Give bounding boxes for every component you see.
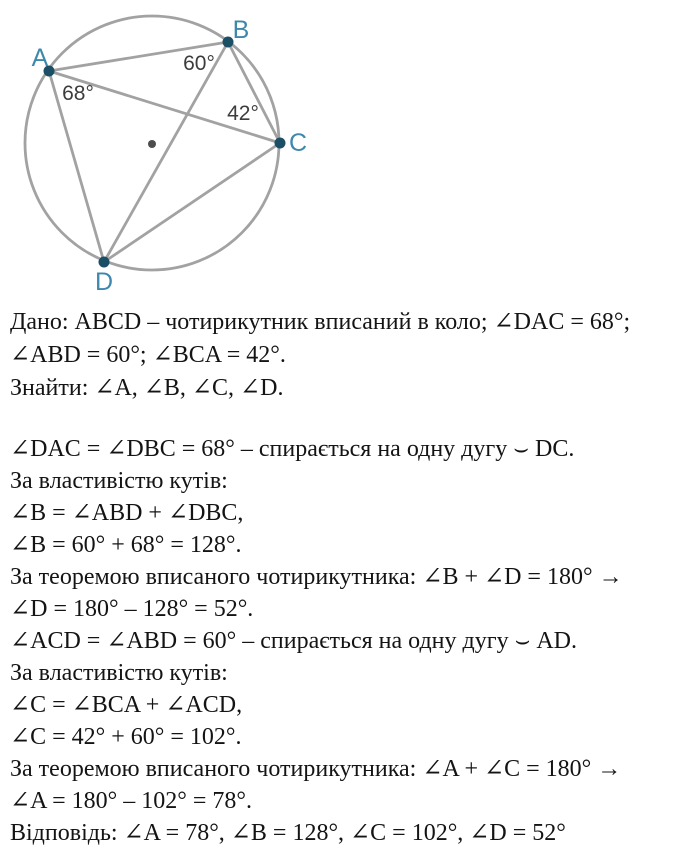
solution-line-3: ∠B = ∠ABD + ∠DBC, xyxy=(10,500,244,526)
solution-line-11: За теоремою вписаного чотирикутника: ∠A + ∠C = 180° → xyxy=(10,756,622,782)
given-line-2: ∠ABD = 60°; ∠BCA = 42°. xyxy=(10,342,286,368)
given-line-3: Знайти: ∠A, ∠B, ∠C, ∠D. xyxy=(10,375,284,401)
vertex-label-a: A xyxy=(31,44,49,72)
vertex-label-d: D xyxy=(94,268,114,296)
solution-line-8: За властивістю кутів: xyxy=(10,660,228,686)
side-cd xyxy=(104,143,280,262)
given-line-1: Дано: ABCD – чотирикутник вписаний в коло; ∠DAC = 68°; xyxy=(10,309,631,335)
solution-line-1: ∠DAC = ∠DBC = 68° – спирається на одну дугу ⌣ DC. xyxy=(10,436,575,462)
vertex-label-b: B xyxy=(232,16,250,44)
solution-line-4: ∠B = 60° + 68° = 128°. xyxy=(10,532,242,558)
angle-label-b: 60° xyxy=(183,52,215,75)
solution-line-6: ∠D = 180° – 128° = 52°. xyxy=(10,596,254,622)
solution-line-2: За властивістю кутів: xyxy=(10,468,228,494)
solution-line-7: ∠ACD = ∠ABD = 60° – спирається на одну дугу ⌣ AD. xyxy=(10,628,578,654)
given-block xyxy=(10,306,692,405)
vertex-label-c: C xyxy=(288,129,308,157)
vertex-dot-c xyxy=(275,138,286,149)
solution-line-5: За теоремою вписаного чотирикутника: ∠B + ∠D = 180° → xyxy=(10,564,623,590)
diagonal-bd xyxy=(104,42,228,262)
angle-label-c: 42° xyxy=(227,102,259,125)
center-dot xyxy=(148,140,156,148)
solution-line-12: ∠A = 180° – 102° = 78°. xyxy=(10,788,252,814)
solution-line-9: ∠C = ∠BCA + ∠ACD, xyxy=(10,692,243,718)
problem-text xyxy=(10,306,692,849)
circle-diagram xyxy=(0,0,335,302)
answer-line: Відповідь: ∠A = 78°, ∠B = 128°, ∠C = 102°, ∠D = 52° xyxy=(10,820,566,846)
angle-label-a: 68° xyxy=(62,82,94,105)
solution-block xyxy=(10,433,692,849)
solution-line-10: ∠C = 42° + 60° = 102°. xyxy=(10,724,242,750)
vertex-dot-d xyxy=(99,257,110,268)
